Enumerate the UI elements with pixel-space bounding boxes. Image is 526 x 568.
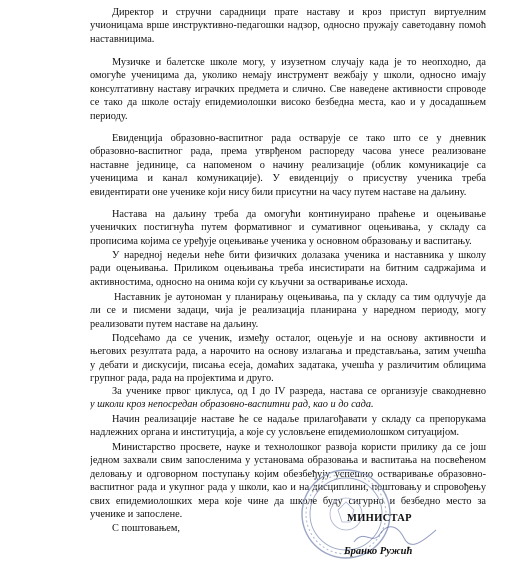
text-line: Министарство просвете, науке и технолошког развоја користи прилику да се још <box>112 442 486 453</box>
text-line: његових резултата рада, а нарочито на основу излагања и представљања, затим учешћа <box>90 346 486 358</box>
text-line: групног рада, рада на пројектима и друго. <box>90 373 274 385</box>
text-line: периоду. <box>90 110 128 122</box>
text-line: Начин реализације наставе ће се надаље прилагођавати у складу са препорукама <box>112 414 486 425</box>
text-line: Наставник је аутономан у планирању оцењивања, па у складу са тим одлучује да <box>114 292 486 303</box>
text-line: се тако да школе остају епидемиолошки високо безбедна места, као и у досадашњем <box>90 97 486 109</box>
text-line: у дебати и дискусији, писања есеја, домаћих задатака, учешћа у различитим облицима <box>90 359 486 371</box>
text-line: реализовати путем наставе на даљину. <box>90 318 259 330</box>
text-line: активностима, односно на онима који су кључни за остваривање исхода. <box>90 276 408 288</box>
paragraph-teacher-autonomy <box>90 291 486 331</box>
text-line: деловању и одговорном поступању којим обезбеђују успешно остваривање образовно- <box>90 468 486 480</box>
text-line: ученичких постигнућа путем формативног и сумативног оцењивања, у складу са <box>90 222 486 234</box>
text-line: наставне јединице, са напоменом о начину реализације (облик комуникације са <box>90 159 486 171</box>
text-line: ли се и писмени задаци, чија је реализација планирана у наредном периоду, могу <box>90 305 486 317</box>
text-line: надлежних органа и институција, а које су условљене епидемиолошком ситуацијом. <box>90 427 460 439</box>
text-line: У наредној недељи неће бити физичких долазака ученика и наставника у школу <box>112 250 486 261</box>
paragraph-first-cycle <box>90 385 486 412</box>
text-line: Директор и стручни сарадници прате наставу и кроз приступ виртуелним <box>112 7 486 18</box>
signatory-name: Бранко Ружић <box>344 546 413 557</box>
text-line: консултативну наставу играчких предмета и слично. Све наведене активности спроводе <box>90 83 486 95</box>
paragraph-assessment <box>90 332 486 386</box>
text-line: Подсећамо да се ученик, између осталог, оцењује и на основу активности и <box>112 333 486 344</box>
text-line: наставницима. <box>90 33 155 45</box>
text-line: прописима којима се уређује оцењивање ученика у основном образовању и васпитању. <box>90 235 472 247</box>
text-line: учионицама врше инструктивно-педагошки надзор, односно пружају саветодавну помоћ <box>90 20 486 32</box>
text-line: у школи кроз непосредан образовно-васпитни рад, као и до сада. <box>90 399 374 411</box>
signatory-title: МИНИСТАР <box>347 513 412 524</box>
text-line: ученике и запослене. <box>90 509 183 521</box>
text-line: једном захвали свим запосленима у установама образовања и васпитања на посвећеном <box>90 455 486 467</box>
paragraph-supervision <box>90 6 486 46</box>
paragraph-ministry-thanks <box>90 441 486 521</box>
paragraph-distance-learning <box>90 208 486 248</box>
paragraph-adjustments <box>90 413 486 440</box>
paragraph-records <box>90 132 486 199</box>
paragraph-music-schools <box>90 56 486 123</box>
text-line: Музичке и балетске школе могу, у изузетном случају када је то неопходно, да <box>112 57 486 68</box>
text-line: Настава на даљину треба да омогући континуирано праћење и оцењивање <box>112 209 486 220</box>
text-line: образовно-васпитног рада, према утврђеном распореду часова унесе реализоване <box>90 146 486 158</box>
text-line: свих епидемиолошких мера које чине да школе буду сигурно и безбедно место за <box>90 495 486 507</box>
text-line: С поштовањем, <box>112 523 180 534</box>
text-line: васпитног рада и укупног рада у школи, као и на дисциплини, поштовању и спровођењу <box>90 482 486 494</box>
text-line: ученицима и канал комуникације). У евиденцију о присуству ученика треба <box>90 173 486 185</box>
text-line: омогуће ученицима да, уколико немају инструмент вежбају у школи, односно имају <box>90 70 486 82</box>
text-line: ради оцењивања. Приликом оцењивања треба инсистирати на битним садржајима и <box>90 263 486 275</box>
text-line: евидентирати оне ученике који нису били присутни на часу путем наставе на даљину. <box>90 186 467 198</box>
paragraph-next-week <box>90 249 486 289</box>
text-line: За ученике првог циклуса, од I до IV разреда, настава се организује свакодневно <box>112 386 486 397</box>
text-line: Евиденција образовно-васпитног рада остварује се тако што се у дневник <box>112 133 486 144</box>
